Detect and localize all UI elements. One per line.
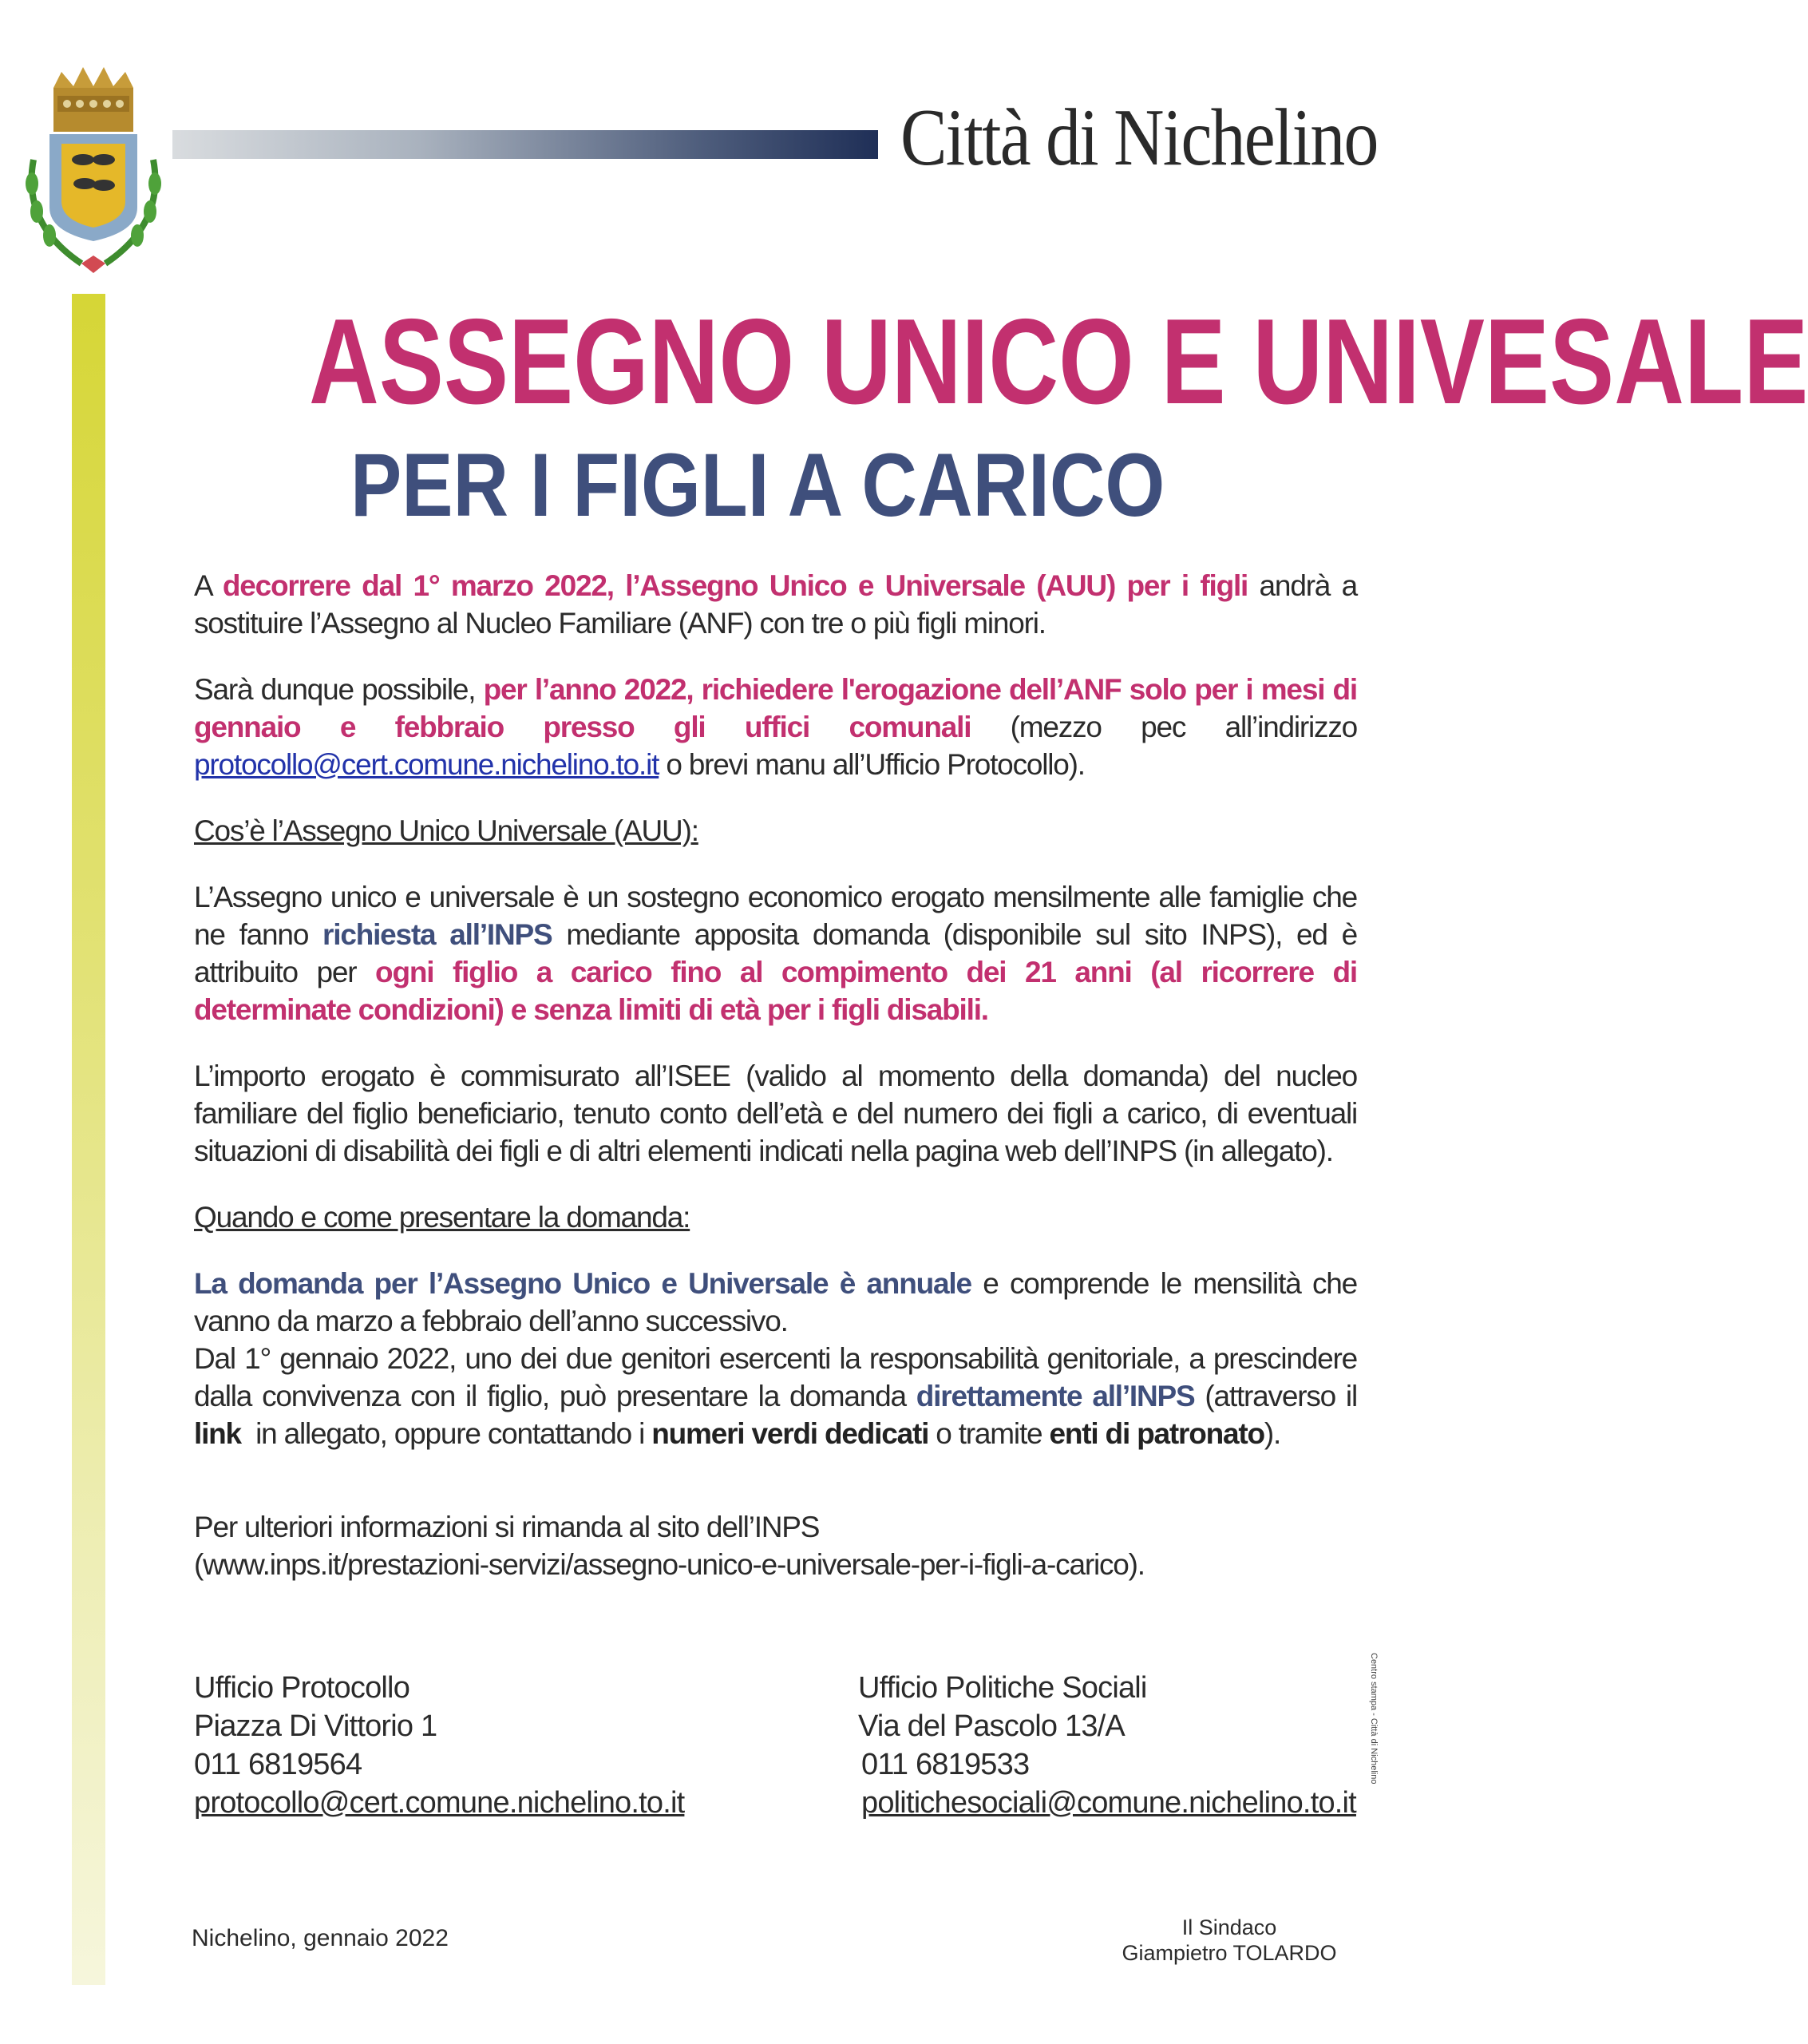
bold-text: enti di patronato — [1049, 1417, 1264, 1450]
highlight-text: direttamente all’INPS — [916, 1380, 1195, 1412]
text-span: Sarà dunque possibile, — [194, 673, 484, 706]
text-span: Dal 1° gennaio 2022, uno dei due genitori esercenti la responsabilità genitoriale, a prescindere dalla convivenza con il figlio, può presentare la domanda — [194, 1342, 1357, 1412]
text-span: A — [194, 569, 223, 602]
section-heading-domanda: Quando e come presentare la domanda: — [194, 1201, 690, 1234]
text-span: o tramite — [928, 1417, 1050, 1450]
signature-role: Il Sindaco — [1181, 1915, 1277, 1939]
text-span: o brevi manu all’Ufficio Protocollo). — [659, 748, 1085, 781]
text-span: e comprende le mensilità che vanno da marzo a febbraio dell’anno successivo. — [194, 1267, 1358, 1337]
contact-block-politiche-sociali — [858, 1669, 1356, 1822]
municipal-coat-of-arms-icon — [18, 64, 169, 279]
section1-paragraph-1 — [194, 878, 1357, 1028]
header-gradient-bar — [172, 130, 878, 159]
office-phone: 011 6819533 — [861, 1748, 1030, 1781]
side-decorative-bar — [72, 294, 105, 1985]
bold-text: link — [194, 1417, 241, 1450]
signature-name: Giampietro TOLARDO — [1122, 1941, 1337, 1965]
signature-block — [1102, 1915, 1357, 1966]
text-span: (mezzo pec all’indirizzo — [971, 711, 1357, 743]
more-info-line-2: (www.inps.it/prestazioni-servizi/assegno-unico-e-universale-per-i-figli-a-carico). — [194, 1548, 1145, 1581]
section2-paragraph-1 — [194, 1265, 1357, 1340]
contact-block-protocollo — [194, 1669, 684, 1822]
document-body — [194, 567, 1357, 1612]
highlight-text: per l’anno 2022, richiedere l'erogazione dell’ANF solo per i mesi di gennaio e febbraio presso gli uffici comunali — [194, 673, 1357, 743]
highlight-text: La domanda per l’Assegno Unico e Universale è annuale — [194, 1267, 971, 1300]
main-title: ASSEGNO UNICO E UNIVESALE — [309, 294, 1808, 430]
text-span: andrà a sostituire l’Assegno al Nucleo Familiare (ANF) con tre o più figli minori. — [194, 569, 1357, 640]
intro-paragraph-2 — [194, 671, 1357, 783]
highlight-text: decorrere dal 1° marzo 2022, l’Assegno Unico e Universale (AUU) per i figli — [222, 569, 1248, 602]
section-heading-auu: Cos’è l’Assegno Unico Universale (AUU): — [194, 814, 698, 847]
highlight-text: richiesta all’INPS — [322, 918, 552, 951]
office-name: Ufficio Politiche Sociali — [858, 1671, 1147, 1705]
highlight-text: ogni figlio a carico fino al compimento dei 21 anni (al ricorrere di determinate condizioni) e senza limiti di età per i figli disabili. — [194, 956, 1357, 1026]
office-address: Piazza Di Vittorio 1 — [194, 1709, 437, 1743]
more-info-line-1: Per ulteriori informazioni si rimanda al sito dell’INPS — [194, 1511, 820, 1543]
text-span: mediante apposita domanda (disponibile sul sito INPS), ed è attribuito per — [194, 918, 1357, 988]
text-span: L’Assegno unico e universale è un sostegno economico erogato mensilmente alle famiglie che ne fanno — [194, 881, 1357, 951]
document-date: Nichelino, gennaio 2022 — [192, 1925, 449, 1951]
section2-paragraph-2 — [194, 1340, 1357, 1452]
bold-text: numeri verdi dedicati — [651, 1417, 929, 1450]
intro-paragraph-1 — [194, 567, 1357, 642]
text-span: in allegato, oppure contattando i — [240, 1417, 652, 1450]
sub-title: PER I FIGLI A CARICO — [350, 435, 1165, 535]
text-span: ). — [1264, 1417, 1281, 1450]
text-span: (attraverso il — [1194, 1380, 1357, 1412]
pec-email-link[interactable]: protocollo@cert.comune.nichelino.to.it — [194, 748, 659, 781]
section1-paragraph-2: L’importo erogato è commisurato all’ISEE (valido al momento della domanda) del nucleo familiare del figlio beneficiario, tenuto conto dell’età e del numero dei figli a carico, di eventuali situazioni di disabilità dei figli e di altri elementi indicati nella pagina web dell’INPS (in allegato). — [194, 1060, 1357, 1167]
office-phone: 011 6819564 — [194, 1748, 362, 1781]
office-name: Ufficio Protocollo — [194, 1671, 410, 1705]
office-email-link[interactable]: protocollo@cert.comune.nichelino.to.it — [194, 1786, 685, 1820]
office-address: Via del Pascolo 13/A — [858, 1709, 1125, 1743]
print-credit-note: Centro stampa - Città di Nichelino — [1369, 1653, 1379, 1785]
office-email-link[interactable]: politichesociali@comune.nichelino.to.it — [861, 1786, 1356, 1820]
city-title: Città di Nichelino — [900, 93, 1378, 183]
